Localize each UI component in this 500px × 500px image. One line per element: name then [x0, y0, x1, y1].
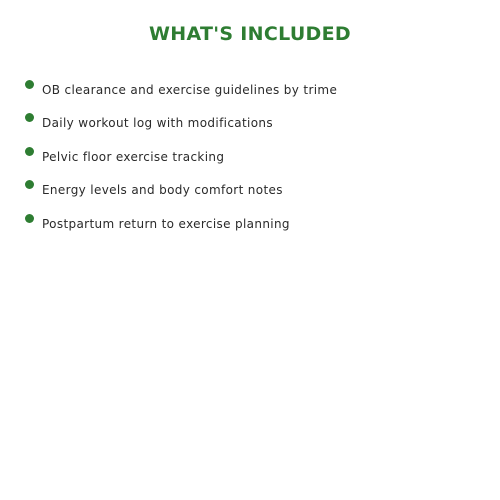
list-item-label: Daily workout log with modifications	[42, 116, 273, 131]
bullet-dot-icon	[25, 113, 34, 122]
bullet-dot-icon	[25, 147, 34, 156]
list-item	[0, 145, 500, 178]
list-item-label: OB clearance and exercise guidelines by trime	[42, 83, 338, 97]
list-item	[0, 111, 500, 144]
list-item	[0, 212, 500, 245]
bullet-dot-icon	[25, 214, 34, 223]
page-title: WHAT'S INCLUDED	[149, 23, 351, 45]
list-item-label: Energy levels and body comfort notes	[42, 183, 283, 198]
bullet-dot-icon	[25, 80, 34, 89]
bullet-dot-icon	[25, 180, 34, 189]
list-item	[0, 178, 500, 211]
list-item	[0, 78, 500, 111]
list-item-label: Postpartum return to exercise planning	[42, 216, 290, 231]
list-item-label: Pelvic floor exercise tracking	[42, 149, 225, 164]
feature-list	[0, 78, 500, 245]
